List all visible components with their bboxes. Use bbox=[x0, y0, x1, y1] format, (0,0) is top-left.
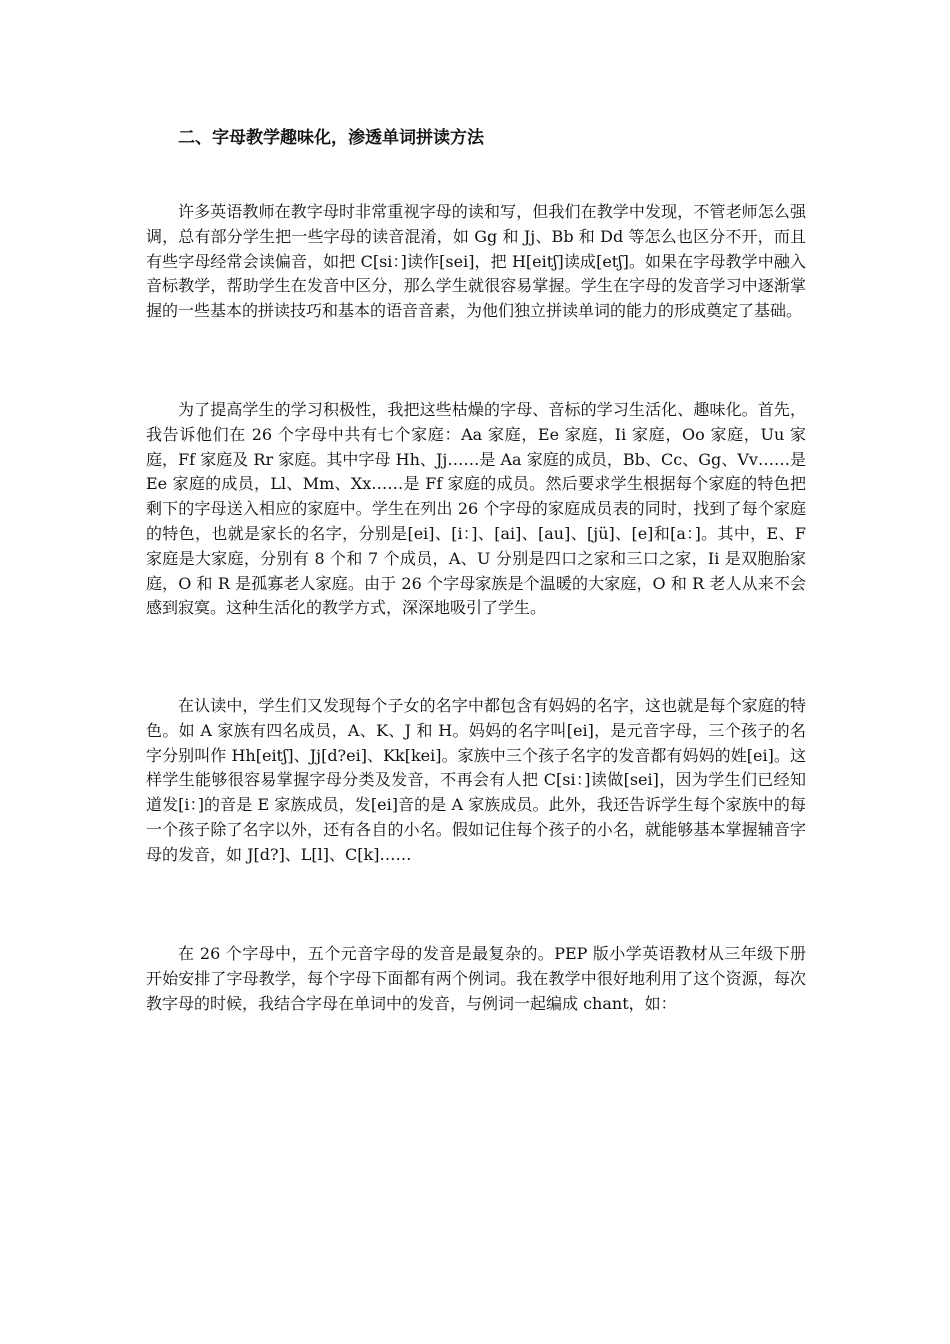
paragraph-letter-confusion: 许多英语教师在教字母时非常重视字母的读和写，但我们在教学中发现，不管老师怎么强调，总有部分学生把一些字母的读音混淆，如 Gg 和 Jj、Bb 和 Dd 等怎么也区分不开，而且有些字母经常会读偏音，如把 C[si：]读作[sei]，把 H[eitʃ]读成[etʃ]。如果在字母教学中融入音标教学，帮助学生在发音中区分，那么学生就很容易掌握。学生在字母的发音学习中逐渐掌握的一些基本的拼读技巧和基本的语音音素，为他们独立拼读单词的能力的形成奠定了基础。 bbox=[146, 202, 806, 321]
paragraph-letter-families: 为了提高学生的学习积极性，我把这些枯燥的字母、音标的学习生活化、趣味化。首先，我告诉他们在 26 个字母中共有七个家庭：Aa 家庭，Ee 家庭，Ii 家庭，Oo 家庭，Uu 家庭，Ff 家庭及 Rr 家庭。其中字母 Hh、Jj……是 Aa 家庭的成员，Bb、Cc、Gg、Vv……是 Ee 家庭的成员，Ll、Mm、Xx……是 Ff 家庭的成员。然后要求学生根据每个家庭的特色把剩下的字母送入相应的家庭中。学生在列出 26 个字母的家庭成员表的同时，找到了每个家庭的特色，也就是家长的名字，分别是[ei]、[i：]、[ai]、[au]、[jü]、[e]和[a：]。其中，E、F 家庭是大家庭，分别有 8 个和 7 个成员，A、U 分别是四口之家和三口之家，Ii 是双胞胎家庭，O 和 R 是孤寡老人家庭。由于 26 个字母家族是个温暖的大家庭，O 和 R 老人从来不会感到寂寞。这种生活化的教学方式，深深地吸引了学生。 bbox=[146, 400, 806, 618]
section-heading: 二、字母教学趣味化，渗透单词拼读方法 bbox=[178, 128, 484, 148]
paragraph-family-features: 在认读中，学生们又发现每个子女的名字中都包含有妈妈的名字，这也就是每个家庭的特色。如 A 家族有四名成员，A、K、J 和 H。妈妈的名字叫[ei]，是元音字母，三个孩子的名字分别叫作 Hh[eitʃ]、Jj[d?ei]、Kk[kei]。家族中三个孩子名字的发音都有妈妈的姓[ei]。这样学生能够很容易掌握字母分类及发音，不再会有人把 C[si：]读做[sei]，因为学生们已经知道发[i：]的音是 E 家族成员，发[ei]音的是 A 家族成员。此外，我还告诉学生每个家族中的每一个孩子除了名字以外，还有各自的小名。假如记住每个孩子的小名，就能够基本掌握辅音字母的发音，如 J[d?]、L[l]、C[k]…… bbox=[146, 696, 806, 864]
paragraph-vowel-chant: 在 26 个字母中，五个元音字母的发音是最复杂的。PEP 版小学英语教材从三年级下册开始安排了字母教学，每个字母下面都有两个例词。我在教学中很好地利用了这个资源，每次教字母的时候，我结合字母在单词中的发音，与例词一起编成 chant，如： bbox=[146, 944, 806, 1013]
